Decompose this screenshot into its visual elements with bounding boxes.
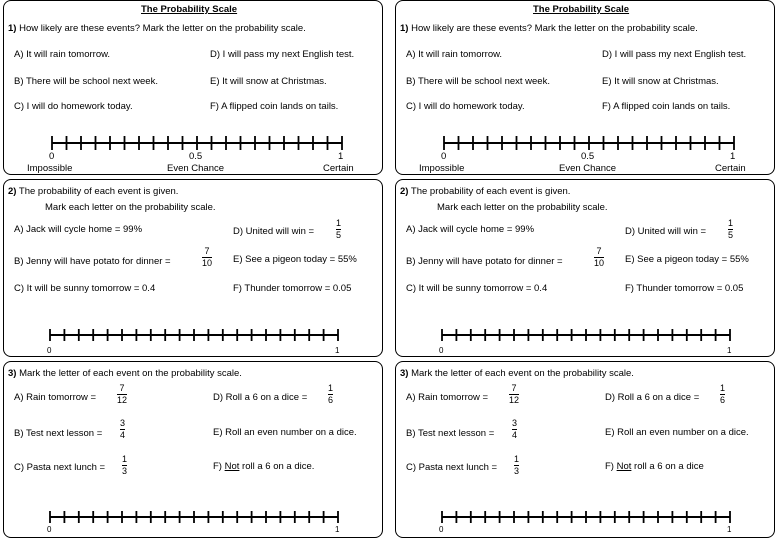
question-1-panel <box>395 0 775 175</box>
q2-item-e: E) See a pigeon today = 55% <box>233 254 357 265</box>
q3-item-c: C) Pasta next lunch = <box>14 462 106 473</box>
q1-item-a: A) It will rain tomorrow. <box>406 49 503 60</box>
q3-f-rest: roll a 6 on a dice <box>631 461 704 472</box>
q3-prompt-text: Mark the letter of each event on the probability scale. <box>19 368 242 379</box>
q2-item-a: A) Jack will cycle home = 99% <box>14 224 143 235</box>
q3-a-numerator: 7 <box>511 383 517 393</box>
scale-word-certain: Certain <box>323 163 354 174</box>
q2-item-a: A) Jack will cycle home = 99% <box>406 224 535 235</box>
question-1-panel <box>3 0 383 175</box>
q2-prompt-text-1: The probability of each event is given. <box>410 186 571 197</box>
worksheet-left <box>0 0 388 540</box>
q3-f-prefix: F) <box>605 461 617 472</box>
q2-item-f: F) Thunder tomorrow = 0.05 <box>233 283 352 294</box>
q3-d-numerator: 1 <box>328 383 334 393</box>
q3-item-e: E) Roll an even number on a dice. <box>605 427 749 438</box>
q2-item-c: C) It will be sunny tomorrow = 0.4 <box>406 283 548 294</box>
q1-prompt-text: How likely are these events? Mark the letter on the probability scale. <box>19 23 306 34</box>
scale-word-impossible: Impossible <box>419 163 465 174</box>
q3-item-d: D) Roll a 6 on a dice = <box>213 392 308 403</box>
sheet-title: The Probability Scale <box>141 4 238 15</box>
q3-item-b: B) Test next lesson = <box>406 428 495 439</box>
scale-label-0: 0 <box>439 346 444 355</box>
q2-prompt-text-1: The probability of each event is given. <box>18 186 179 197</box>
q2-number: 2) <box>8 186 17 197</box>
q2-item-e: E) See a pigeon today = 55% <box>625 254 749 265</box>
probability-scale-1[interactable] <box>4 1 384 176</box>
q2-prompt-2: Mark each letter on the probability scale. <box>437 202 608 213</box>
q3-d-denominator: 6 <box>328 395 334 405</box>
q3-b-numerator: 3 <box>512 418 518 428</box>
q1-item-d: D) I will pass my next English test. <box>210 49 355 60</box>
q1-item-f: F) A flipped coin lands on tails. <box>210 101 339 112</box>
q2-item-c: C) It will be sunny tomorrow = 0.4 <box>14 283 156 294</box>
q2-b-denominator: 10 <box>202 258 213 268</box>
q2-d-denominator: 5 <box>336 230 342 240</box>
q2-d-denominator: 5 <box>728 230 734 240</box>
q3-item-c: C) Pasta next lunch = <box>406 462 498 473</box>
scale-label-1: 1 <box>335 525 340 534</box>
scale-label-0: 0 <box>441 151 447 162</box>
probability-scale-1[interactable] <box>396 1 776 176</box>
q1-item-a: A) It will rain tomorrow. <box>14 49 111 60</box>
probability-scale-2[interactable] <box>396 180 776 358</box>
q3-f-prefix: F) <box>213 461 225 472</box>
q3-a-denominator: 12 <box>117 395 128 405</box>
q2-item-d: D) United will win = <box>625 226 707 237</box>
question-3-panel <box>3 361 383 538</box>
probability-scale-2[interactable] <box>4 180 384 358</box>
scale-label-0: 0 <box>47 525 52 534</box>
scale-label-0: 0 <box>49 151 55 162</box>
q1-item-e: E) It will snow at Christmas. <box>210 76 327 87</box>
scale-label-1: 1 <box>727 346 732 355</box>
scale-label-1: 1 <box>335 346 340 355</box>
scale-label-1: 1 <box>730 151 736 162</box>
scale-word-certain: Certain <box>715 163 746 174</box>
q1-item-b: B) There will be school next week. <box>406 76 550 87</box>
q3-c-numerator: 1 <box>122 454 128 464</box>
q1-number: 1) <box>400 23 409 34</box>
q2-number: 2) <box>400 186 409 197</box>
q3-c-denominator: 3 <box>122 466 128 476</box>
q2-item-d: D) United will win = <box>233 226 315 237</box>
q1-item-c: C) I will do homework today. <box>406 101 525 112</box>
q1-item-f: F) A flipped coin lands on tails. <box>602 101 731 112</box>
q3-item-a: A) Rain tomorrow = <box>14 392 97 403</box>
q2-b-numerator: 7 <box>596 246 602 256</box>
worksheet-right <box>392 0 780 540</box>
q3-number: 3) <box>8 368 17 379</box>
q2-item-f: F) Thunder tomorrow = 0.05 <box>625 283 744 294</box>
q1-item-d: D) I will pass my next English test. <box>602 49 747 60</box>
sheet-title: The Probability Scale <box>533 4 630 15</box>
q3-f-not: Not <box>224 461 240 472</box>
scale-label-1: 1 <box>727 525 732 534</box>
scale-word-even-chance: Even Chance <box>167 163 225 174</box>
scale-label-0: 0 <box>439 525 444 534</box>
scale-label-half: 0.5 <box>189 151 203 162</box>
q2-item-b: B) Jenny will have potato for dinner = <box>406 256 563 267</box>
q2-b-denominator: 10 <box>594 258 605 268</box>
q3-b-numerator: 3 <box>120 418 126 428</box>
q2-b-numerator: 7 <box>204 246 210 256</box>
q1-item-e: E) It will snow at Christmas. <box>602 76 719 87</box>
q3-a-numerator: 7 <box>119 383 125 393</box>
q2-prompt-2: Mark each letter on the probability scale. <box>45 202 216 213</box>
q3-a-denominator: 12 <box>509 395 520 405</box>
q3-item-d: D) Roll a 6 on a dice = <box>605 392 700 403</box>
q3-f-rest: roll a 6 on a dice. <box>239 461 315 472</box>
q3-b-denominator: 4 <box>120 430 126 440</box>
question-3-panel <box>395 361 775 538</box>
q3-item-a: A) Rain tomorrow = <box>406 392 489 403</box>
question-2-panel <box>3 179 383 357</box>
q3-c-numerator: 1 <box>514 454 520 464</box>
q3-b-denominator: 4 <box>512 430 518 440</box>
q1-prompt-text: How likely are these events? Mark the letter on the probability scale. <box>411 23 698 34</box>
q2-item-b: B) Jenny will have potato for dinner = <box>14 256 171 267</box>
q2-d-numerator: 1 <box>336 218 342 228</box>
q3-d-numerator: 1 <box>720 383 726 393</box>
q3-f-not: Not <box>616 461 632 472</box>
q3-c-denominator: 3 <box>514 466 520 476</box>
question-2-panel <box>395 179 775 357</box>
q3-number: 3) <box>400 368 409 379</box>
scale-word-impossible: Impossible <box>27 163 73 174</box>
scale-word-even-chance: Even Chance <box>559 163 617 174</box>
q2-d-numerator: 1 <box>728 218 734 228</box>
probability-scale-3[interactable] <box>396 362 776 539</box>
scale-label-1: 1 <box>338 151 344 162</box>
q1-item-c: C) I will do homework today. <box>14 101 133 112</box>
q3-item-e: E) Roll an even number on a dice. <box>213 427 357 438</box>
q1-number: 1) <box>8 23 17 34</box>
q3-prompt-text: Mark the letter of each event on the probability scale. <box>411 368 634 379</box>
probability-scale-3[interactable] <box>4 362 384 539</box>
q1-item-b: B) There will be school next week. <box>14 76 158 87</box>
scale-label-half: 0.5 <box>581 151 595 162</box>
scale-label-0: 0 <box>47 346 52 355</box>
q3-d-denominator: 6 <box>720 395 726 405</box>
q3-item-b: B) Test next lesson = <box>14 428 103 439</box>
